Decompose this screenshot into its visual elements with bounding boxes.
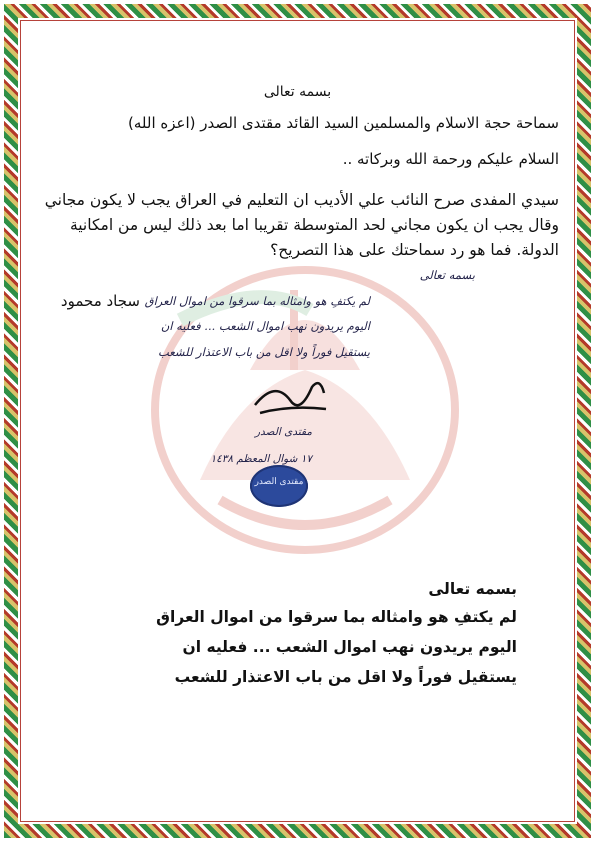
handwritten-signature-icon [250, 375, 330, 420]
handwritten-heading: بسمه تعالى [419, 268, 475, 282]
typed-reply-line: اليوم يريدون نهب اموال الشعب ... فعليه ان [182, 638, 517, 656]
seal-text: مقتدى الصدر [254, 477, 304, 487]
question-paragraph: سيدي المفدى صرح النائب علي الأديب ان التعليم في العراق يجب لا يكون مجاني وقال يجب ان يكون مجاني لحد المتوسطة تقريبا اما بعد ذلك ليس من امكانية الدولة. فما هو رد سماحتك على هذا التصريح؟ [44, 191, 559, 259]
official-seal-icon [250, 465, 308, 507]
typed-reply-line: يستقيل فوراً ولا اقل من باب الاعتذار للشعب [174, 668, 517, 686]
basmala-heading: بسمه تعالى [263, 84, 332, 100]
handwritten-line: اليوم يريدون نهب اموال الشعب ... فعليه ان [160, 319, 370, 333]
addressee-line: سماحة حجة الاسلام والمسلمين السيد القائد مقتدى الصدر (اعزه الله) [128, 114, 559, 132]
typed-reply-heading: بسمه تعالى [428, 580, 517, 598]
sender-name: سجاد محمود [60, 292, 140, 310]
signature-name: مقتدى الصدر [255, 426, 312, 438]
signature-date: ١٧ شوال المعظم ١٤٣٨ [210, 453, 312, 465]
typed-reply-line: لم يكتفِ هو وامثاله بما سرقوا من اموال العراق [156, 608, 517, 626]
greeting-line: السلام عليكم ورحمة الله وبركاته .. [342, 150, 559, 168]
handwritten-line: لم يكتفِ هو وامثاله بما سرقوا من اموال العراق [144, 294, 370, 308]
handwritten-line: يستقيل فوراً ولا اقل من باب الاعتذار للشعب [158, 345, 370, 359]
